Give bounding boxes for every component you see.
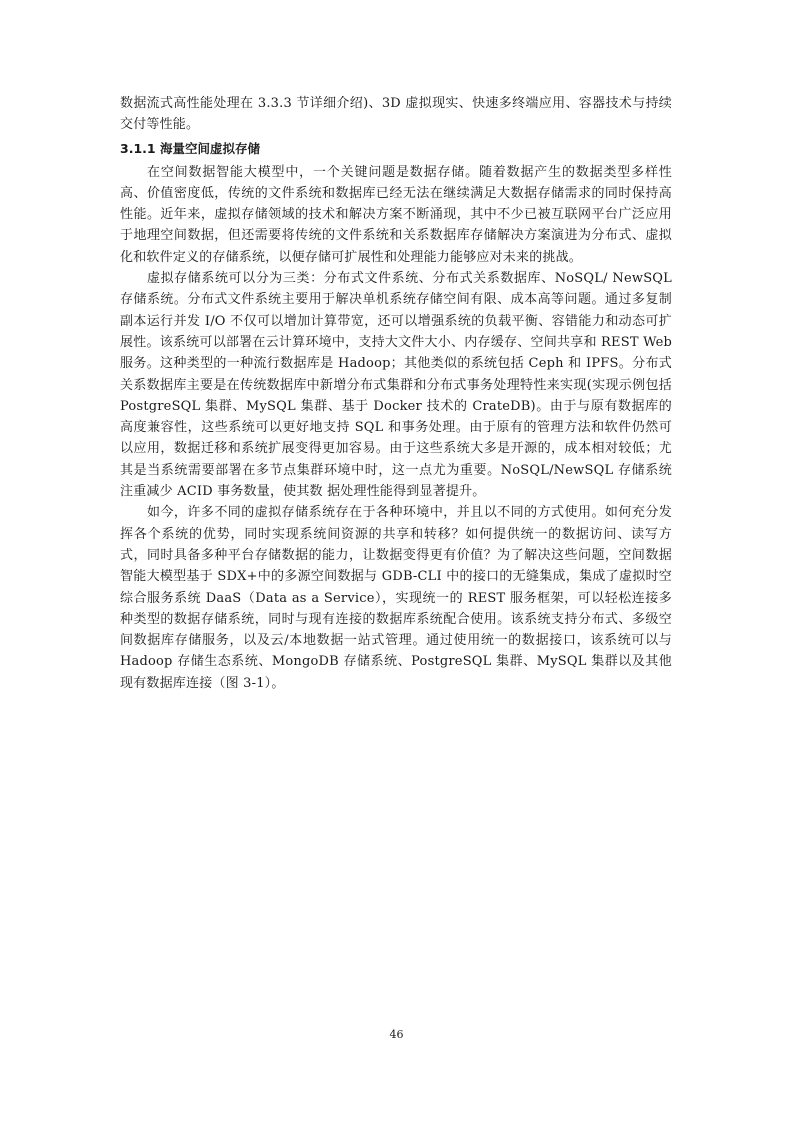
body-paragraph: 在空间数据智能大模型中，一个关键问题是数据存储。随着数据产生的数据类型多样性高、价值密度低，传统的文件系统和数据库已经无法在继续满足大数据存储需求的同时保持高性能。近年来，虚拟存储领域的技术和解决方案不断涌现，其中不少已被互联网平台广泛应用于地理空间数据，但还需要将传统的文件系统和关系数据库存储解决方案演进为分布式、虚拟化和软件定义的存储系统，以便存储可扩展性和处理能力能够应对未来的挑战。 <box>120 164 672 265</box>
body-paragraph: 虚拟存储系统可以分为三类：分布式文件系统、分布式关系数据库、NoSQL/ NewSQL 存储系统。分布式文件系统主要用于解决单机系统存储空间有限、成本高等问题。通过多复制副本运行并发 I/O 不仅可以增加计算带宽，还可以增强系统的负载平衡、容错能力和动态可扩展性。该系统可以部署在云计算环境中，支持大文件大小、内存缓存、空间共享和 REST Web 服务。这种类型的一种流行数据库是 Hadoop；其他类似的系统包括 Ceph 和 IPFS。分布式关系数据库主要是在传统数据库中新增分布式集群和分布式事务处理特性来实现(实现示例包括 PostgreSQL 集群、MySQL 集群、基于 Docker 技术的 CrateDB)。由于与原有数据库的高度兼容性，这些系统可以更好地支持 SQL 和事务处理。由于原有的管理方法和软件仍然可以应用，数据迁移和系统扩展变得更加容易。由于这些系统大多是开源的，成本相对较低；尤其是当系统需要部署在多节点集群环境中时，这一点尤为重要。NoSQL/NewSQL 存储系统注重减少 ACID 事务数量，使其数 据处理性能得到显著提升。 <box>120 271 672 500</box>
section-heading: 3.1.1 海量空间虚拟存储 <box>120 140 260 156</box>
document-body <box>120 93 672 694</box>
page-number: 46 <box>389 1028 404 1041</box>
intro-paragraph: 数据流式高性能处理在 3.3.3 节详细介绍)、3D 虚拟现实、快速多终端应用、容器技术与持续交付等性能。 <box>120 96 673 133</box>
body-paragraph: 如今，许多不同的虚拟存储系统存在于各种环境中，并且以不同的方式使用。如何充分发挥各个系统的优势，同时实现系统间资源的共享和转移？如何提供统一的数据访问、读写方式，同时具备多种平台存储数据的能力，让数据变得更有价值？为了解决这些问题，空间数据智能大模型基于 SDX+中的多源空间数据与 GDB-CLI 中的接口的无缝集成，集成了虚拟时空综合服务系统 DaaS（Data as a Service），实现统一的 REST 服务框架，可以轻松连接多种类型的数据存储系统，同时与现有连接的数据库系统配合使用。该系统支持分布式、多级空间数据库存储服务，以及云/本地数据一站式管理。通过使用统一的数据接口，该系统可以与 Hadoop 存储生态系统、MongoDB 存储系统、PostgreSQL 集群、MySQL 集群以及其他现有数据库连接（图 3-1）。 <box>120 505 672 691</box>
